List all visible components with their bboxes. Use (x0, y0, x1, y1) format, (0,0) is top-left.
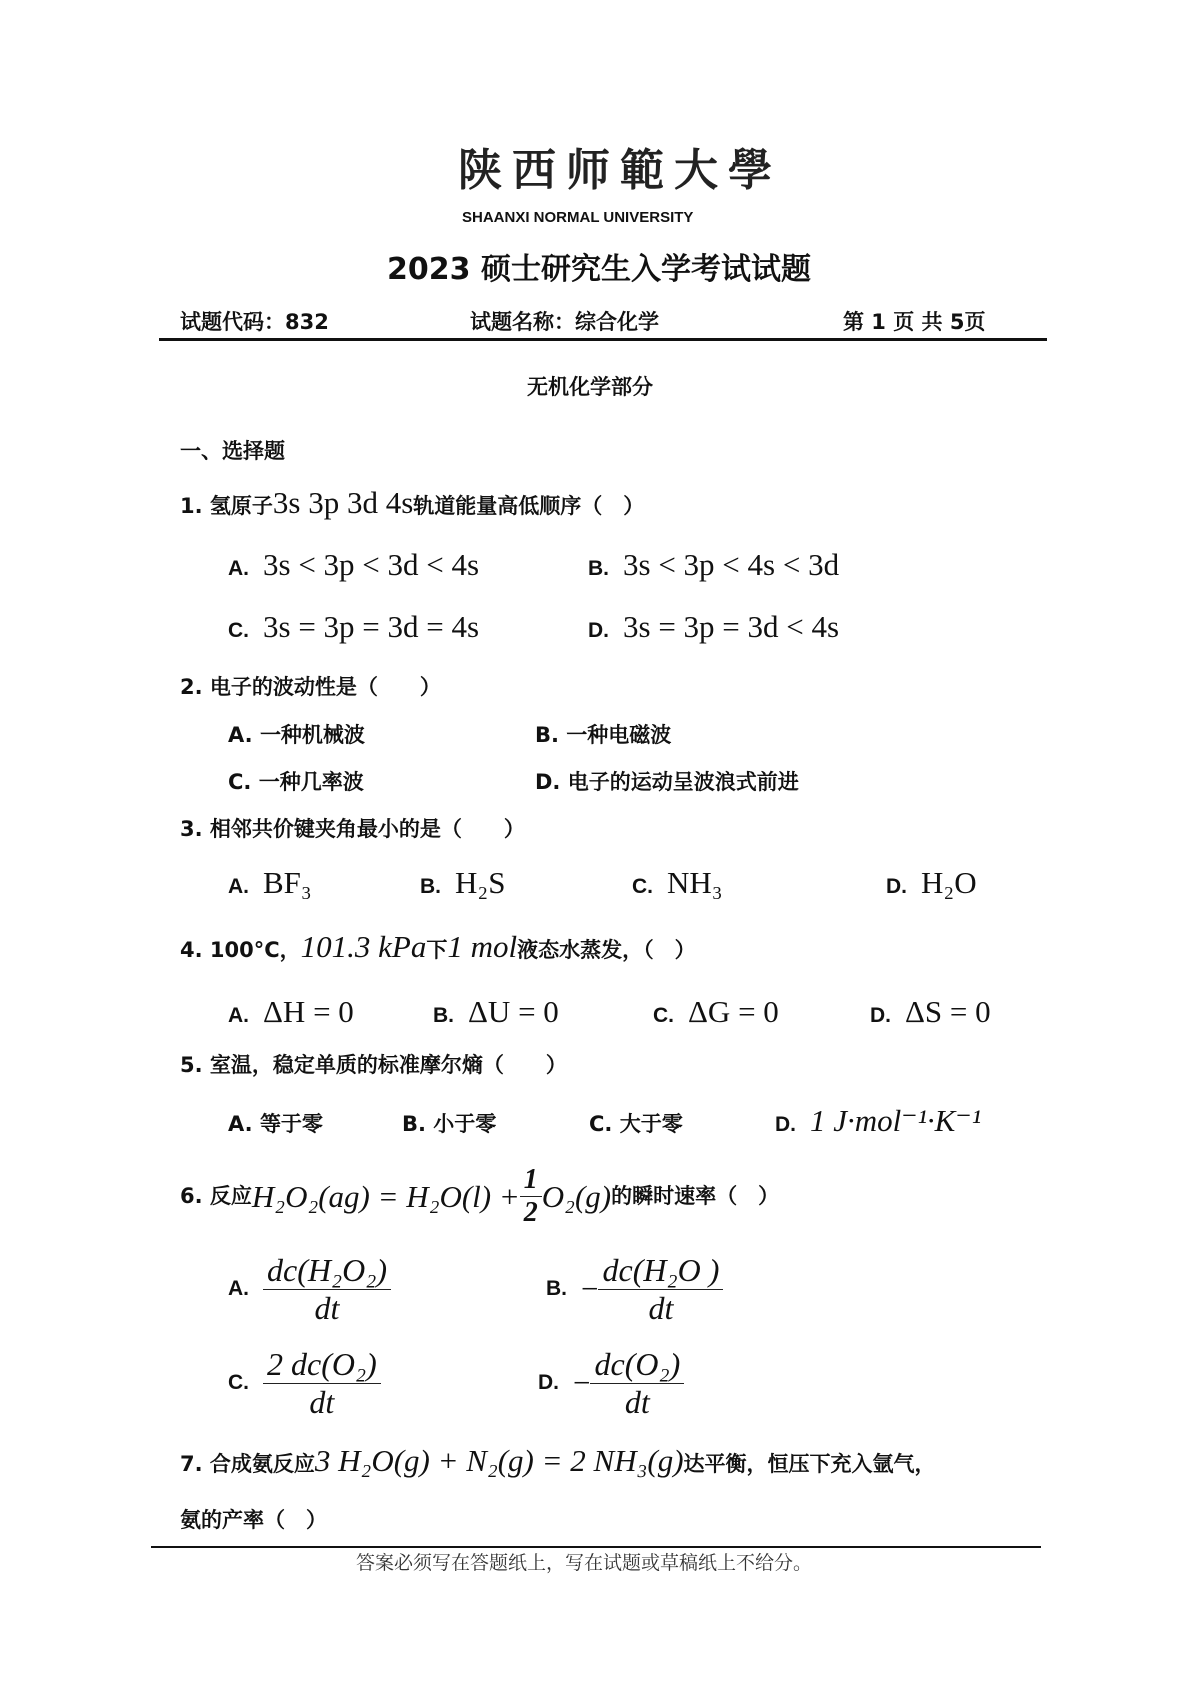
question-6 (180, 1164, 779, 1229)
option-label: B. (546, 1277, 567, 1301)
option-label: C. (228, 619, 249, 642)
question-text: 合成氨反应 (209, 1452, 315, 1476)
q4-option-b[interactable] (433, 995, 559, 1029)
option-label: D. (538, 1371, 559, 1395)
question-7-line2: 氨的产率（ ） (180, 1508, 327, 1532)
half-fraction (520, 1164, 542, 1229)
option-label: A. (228, 723, 253, 747)
option-label: C. (228, 770, 252, 794)
exam-subject: 试题名称：综合化学 (470, 310, 659, 334)
fraction (598, 1252, 723, 1327)
equation-left: H₂O₂(ag) = H₂O(l) + (251, 1178, 520, 1214)
option-text: ΔG = 0 (688, 994, 779, 1029)
option-text: H₂O (921, 865, 977, 900)
fraction (590, 1346, 684, 1421)
option-label: B. (420, 875, 441, 898)
logo-english: SHAANXI NORMAL UNIVERSITY (462, 209, 694, 226)
fraction-numerator: dc(H₂O ) (598, 1252, 723, 1290)
minus-sign: − (573, 1365, 591, 1401)
option-label: C. (589, 1112, 613, 1136)
math-text: 3s 3p 3d 4s (272, 485, 414, 520)
math-text: 101.3 kPa (300, 929, 427, 964)
fraction-denominator: 2 (523, 1197, 538, 1229)
question-7 (180, 1444, 936, 1478)
question-2 (180, 675, 441, 700)
option-text: 大于零 (619, 1112, 683, 1136)
header-divider (159, 338, 1047, 341)
q6-option-d[interactable] (538, 1346, 684, 1421)
option-label: B. (535, 723, 559, 747)
question-number: 5. (180, 1053, 203, 1077)
q3-option-c[interactable] (632, 866, 723, 900)
question-number: 7. (180, 1452, 203, 1476)
option-text: H₂S (455, 865, 506, 900)
option-label: D. (870, 1004, 891, 1027)
q1-option-c[interactable] (228, 610, 479, 644)
question-text: 液态水蒸发，（ ） (517, 938, 696, 962)
footer-note: 答案必须写在答题纸上，写在试题或草稿纸上不给分。 (356, 1552, 813, 1574)
option-text: 3s = 3p = 3d < 4s (623, 609, 840, 644)
question-4 (180, 930, 696, 964)
question-text: 100°C， (209, 938, 301, 962)
q6-option-a[interactable] (228, 1252, 391, 1327)
q4-option-d[interactable] (870, 995, 991, 1029)
q2-option-d[interactable] (535, 770, 799, 795)
fraction-denominator: dt (624, 1383, 650, 1420)
option-label: C. (228, 1371, 249, 1395)
option-text: ΔS = 0 (905, 994, 991, 1029)
option-text: BF₃ (263, 865, 312, 900)
fraction-denominator: dt (314, 1289, 340, 1326)
option-text: 1 J·mol⁻¹·K⁻¹ (810, 1103, 981, 1138)
fraction (263, 1346, 381, 1421)
q5-option-c[interactable] (589, 1112, 683, 1137)
math-text: 1 mol (447, 929, 518, 964)
question-text: 相邻共价键夹角最小的是（ ） (209, 817, 525, 841)
page-title: 2023 硕士研究生入学考试试题 (387, 252, 811, 287)
page-number: 第 1 页 共 5页 (843, 310, 986, 334)
question-number: 1. (180, 494, 203, 518)
exam-code: 试题代码：832 (180, 310, 329, 334)
option-text: 一种几率波 (258, 770, 364, 794)
option-label: B. (588, 557, 609, 580)
option-text: 一种电磁波 (566, 723, 672, 747)
fraction-numerator: dc(H₂O₂) (263, 1252, 391, 1290)
option-label: B. (433, 1004, 454, 1027)
question-5 (180, 1053, 567, 1078)
option-label: D. (775, 1113, 796, 1136)
fraction-numerator: dc(O₂) (590, 1346, 684, 1384)
minus-sign: − (581, 1271, 599, 1307)
option-label: B. (402, 1112, 426, 1136)
section-heading: 无机化学部分 (527, 375, 653, 399)
footer-divider (151, 1546, 1041, 1548)
question-text: 氢原子 (209, 494, 273, 518)
q3-option-a[interactable] (228, 866, 312, 900)
q2-option-a[interactable] (228, 723, 365, 748)
question-text: 室温，稳定单质的标准摩尔熵（ ） (209, 1053, 567, 1077)
option-label: A. (228, 1004, 249, 1027)
option-label: A. (228, 1277, 249, 1301)
option-text: 3s < 3p < 3d < 4s (263, 547, 480, 582)
question-text: 轨道能量高低顺序（ ） (413, 494, 645, 518)
question-text: 达平衡，恒压下充入氩气， (683, 1452, 936, 1476)
option-text: 小于零 (433, 1112, 497, 1136)
question-number: 4. (180, 938, 203, 962)
q1-option-b[interactable] (588, 548, 839, 582)
option-label: D. (588, 619, 609, 642)
question-number: 3. (180, 817, 203, 841)
option-text: ΔU = 0 (468, 994, 559, 1029)
question-text: 的瞬时速率（ ） (611, 1184, 780, 1209)
equation-right: O₂(g) (541, 1178, 612, 1214)
option-text: 电子的运动呈波浪式前进 (567, 770, 799, 794)
question-3 (180, 817, 525, 842)
question-number: 6. (180, 1184, 203, 1209)
q5-option-b[interactable] (402, 1112, 496, 1137)
q3-option-d[interactable] (886, 866, 977, 900)
q3-option-b[interactable] (420, 866, 505, 900)
option-label: A. (228, 1112, 253, 1136)
question-text: 电子的波动性是（ ） (209, 675, 441, 699)
q4-option-c[interactable] (653, 995, 779, 1029)
equation: 3 H₂O(g) + N₂(g) = 2 NH₃(g) (314, 1443, 684, 1478)
option-label: C. (653, 1004, 674, 1027)
q5-option-a[interactable] (228, 1112, 323, 1137)
q1-option-a[interactable] (228, 548, 479, 582)
logo-chinese: 陕西师範大學 (458, 145, 782, 196)
fraction-numerator: 2 dc(O₂) (263, 1346, 381, 1384)
q6-option-b[interactable] (546, 1252, 723, 1327)
option-text: NH₃ (667, 865, 723, 900)
question-1 (180, 486, 644, 520)
fraction-denominator: dt (309, 1383, 335, 1420)
question-text: 下 (426, 938, 448, 962)
fraction (263, 1252, 391, 1327)
q2-option-c[interactable] (228, 770, 364, 795)
q5-option-d[interactable] (775, 1104, 981, 1138)
q2-option-b[interactable] (535, 723, 671, 748)
part-heading: 一、选择题 (180, 439, 285, 463)
option-text: 一种机械波 (259, 723, 365, 747)
option-label: C. (632, 875, 653, 898)
q4-option-a[interactable] (228, 995, 354, 1029)
fraction-denominator: dt (648, 1289, 674, 1326)
option-label: D. (886, 875, 907, 898)
option-text: 3s = 3p = 3d = 4s (263, 609, 480, 644)
option-label: A. (228, 557, 249, 580)
option-text: ΔH = 0 (263, 994, 354, 1029)
q6-option-c[interactable] (228, 1346, 381, 1421)
question-text: 反应 (209, 1184, 252, 1209)
question-number: 2. (180, 675, 203, 699)
option-label: A. (228, 875, 249, 898)
option-label: D. (535, 770, 561, 794)
q1-option-d[interactable] (588, 610, 839, 644)
option-text: 等于零 (259, 1112, 323, 1136)
option-text: 3s < 3p < 4s < 3d (623, 547, 840, 582)
fraction-numerator: 1 (520, 1164, 542, 1197)
